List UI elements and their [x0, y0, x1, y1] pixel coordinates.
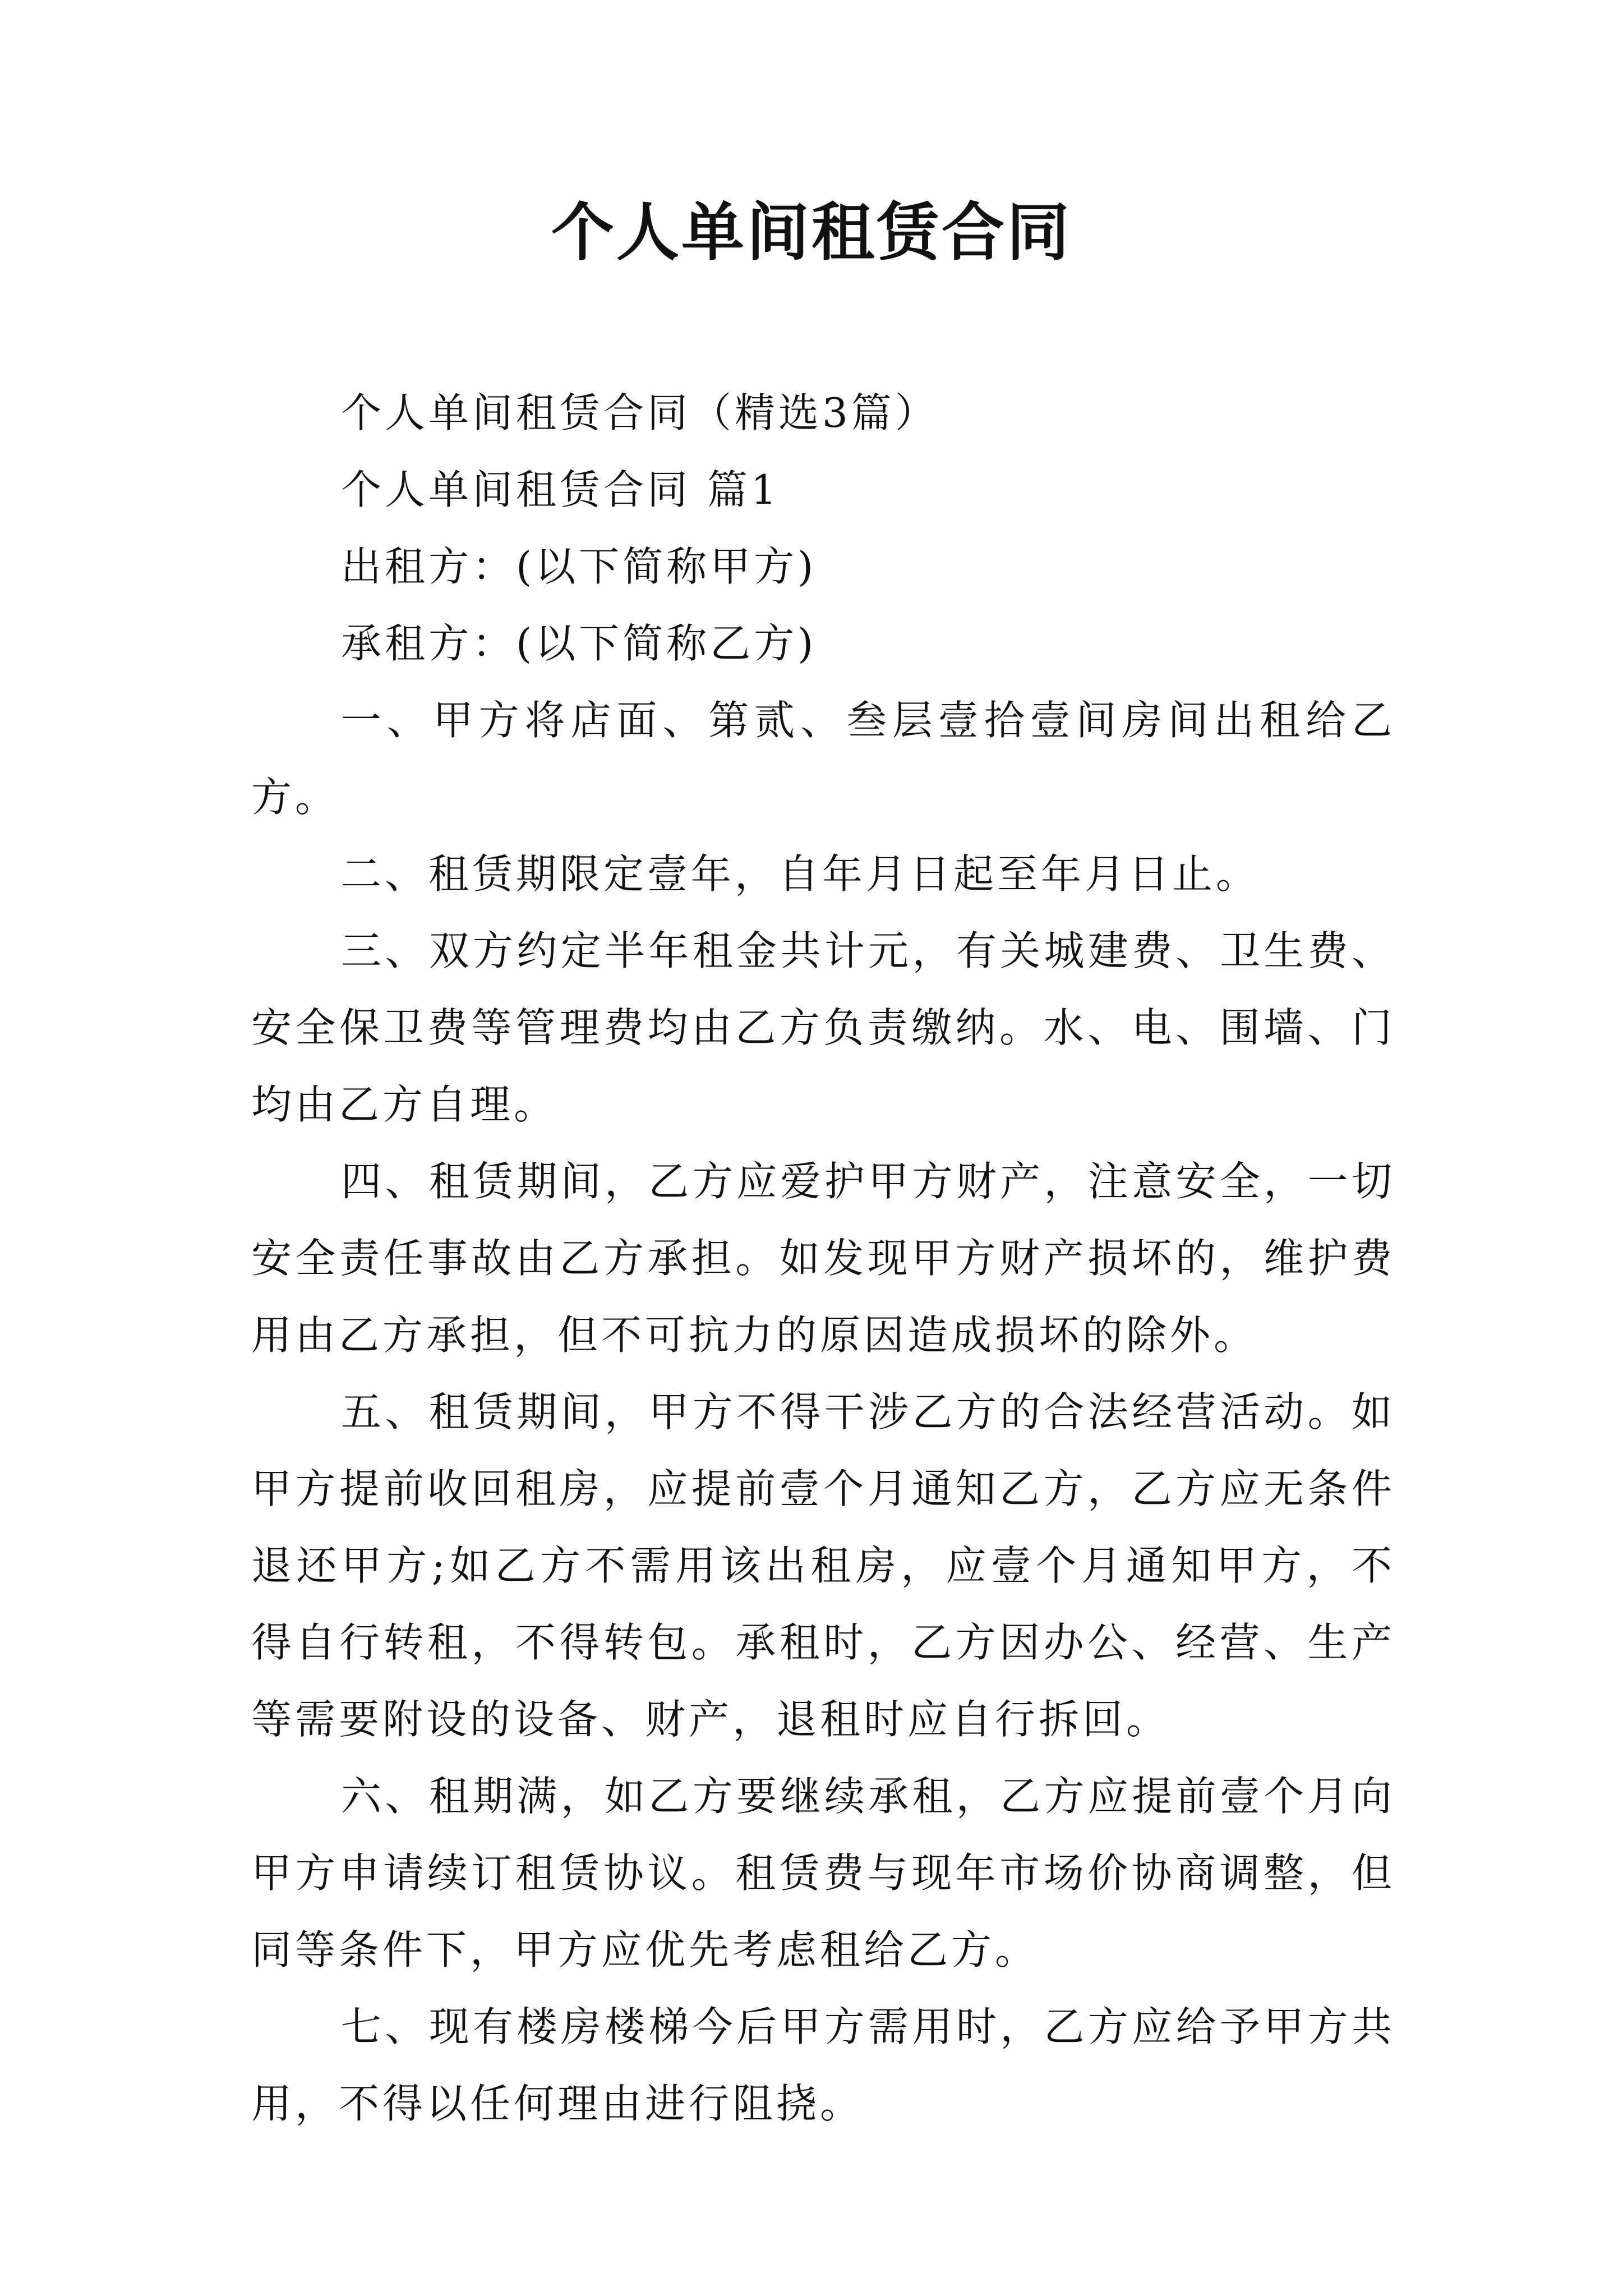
clause-1: 一、甲方将店面、第贰、叁层壹拾壹间房间出租给乙方。 — [251, 697, 1395, 821]
clause-3: 三、双方约定半年租金共计元，有关城建费、卫生费、安全保卫费等管理费均由乙方负责缴纳。水、电、围墙、门均由乙方自理。 — [251, 927, 1395, 1128]
clause-7: 七、现有楼房楼梯今后甲方需用时，乙方应给予甲方共用，不得以任何理由进行阻挠。 — [251, 2003, 1395, 2127]
paragraph-lessee: 承租方：(以下简称乙方) — [341, 620, 817, 667]
clause-5: 五、租赁期间，甲方不得干涉乙方的合法经营活动。如甲方提前收回租房，应提前壹个月通知乙方，乙方应无条件退还甲方;如乙方不需用该出租房，应壹个月通知甲方，不得自行转租，不得转包。承租时，乙方因办公、经营、生产等需要附设的设备、财产，退租时应自行拆回。 — [251, 1388, 1395, 1743]
clause-4: 四、租赁期间，乙方应爱护甲方财产，注意安全，一切安全责任事故由乙方承担。如发现甲方财产损坏的，维护费用由乙方承担，但不可抗力的原因造成损坏的除外。 — [251, 1158, 1395, 1359]
document-body — [251, 375, 1395, 2142]
clause-2: 二、租赁期限定壹年，自年月日起至年月日止。 — [341, 850, 1260, 898]
paragraph-section-heading: 个人单间租赁合同 篇1 — [341, 466, 780, 513]
paragraph-subtitle: 个人单间租赁合同（精选3篇） — [341, 389, 939, 436]
paragraph-lessor: 出租方：(以下简称甲方) — [341, 543, 817, 590]
document-title: 个人单间租赁合同 — [551, 196, 1072, 269]
clause-6: 六、租期满，如乙方要继续承租，乙方应提前壹个月向甲方申请续订租赁协议。租赁费与现年市场价协商调整，但同等条件下，甲方应优先考虑租给乙方。 — [251, 1773, 1395, 1973]
